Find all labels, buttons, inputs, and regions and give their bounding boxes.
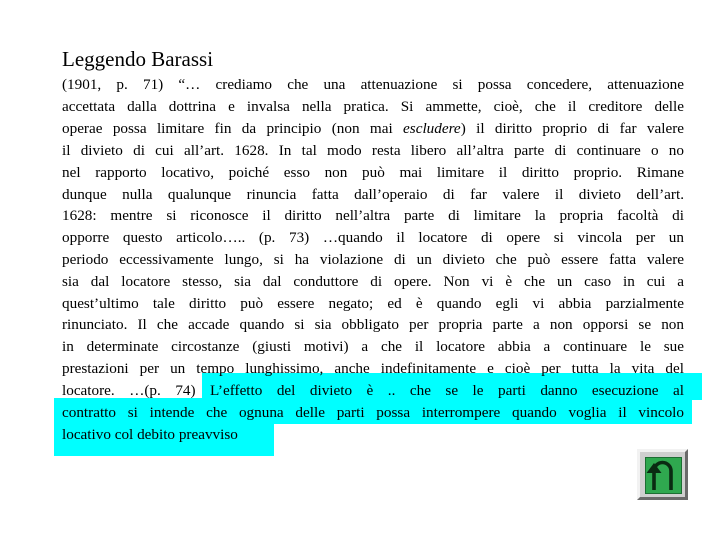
- text-line-5: nel rapporto locativo, poiché esso non può mai limitare il diritto proprio. Rimane: [62, 164, 684, 181]
- highlighted-text-start: L’effetto del divieto è .. che se le parti danno esecuzione al: [195, 382, 684, 399]
- italic-term: escludere: [403, 120, 461, 137]
- back-navigation-button[interactable]: [637, 449, 688, 500]
- text-line-8: opporre questo articolo….. (p. 73) …quando il locatore di opere si vincola per un: [62, 229, 684, 246]
- text-line-7: 1628: mentre si riconosce il diritto nell’altra parte di limitare la propria facoltà di: [62, 207, 684, 224]
- text-line-14: prestazioni per un tempo lunghissimo, anche indefinitamente e cioè per tutta la vita del: [62, 360, 684, 377]
- text-line-16: contratto si intende che ognuna delle parti possa interrompere quando voglia il vincolo: [62, 404, 684, 421]
- text-line-11: quest’ultimo tale diritto può essere negato; ed è quando egli vi abbia parzialmente: [62, 295, 684, 312]
- u-turn-back-arrow-icon: [640, 452, 685, 497]
- text-line-2: accettata dalla dottrina e invalsa nella pratica. Si ammette, cioè, che il creditore delle: [62, 98, 684, 115]
- text-line-1: (1901, p. 71) “… crediamo che una attenuazione si possa concedere, attenuazione: [62, 76, 684, 93]
- text-line-3-part-a: operae possa limitare fin da principio (non mai: [62, 120, 404, 137]
- text-line-13: in determinate circostanze (giusti motivi) a che il locatore abbia a continuare le sue: [62, 338, 684, 355]
- text-line-12: rinunciato. Il che accade quando si sia obbligato per propria parte a non opporsi se non: [62, 316, 684, 333]
- text-line-6: dunque nulla qualunque rinuncia fatta dall’operaio di far valere il divieto dell’art.: [62, 186, 684, 203]
- text-line-15-part-a: locatore. …(p. 74): [62, 382, 196, 399]
- text-line-10: sia dal locatore stesso, sia dal conduttore di opere. Non vi è che un caso in cui a: [62, 273, 684, 290]
- text-line-4: il divieto di cui all’art. 1628. In tal modo resta libero all’altra parte di continuare o no: [62, 142, 684, 159]
- text-line-15: [62, 380, 684, 402]
- text-line-3-part-b: ) il diritto proprio di far valere: [460, 120, 684, 137]
- text-line-17: locativo col debito preavviso: [62, 426, 238, 443]
- text-line-9: periodo eccessivamente lungo, si ha violazione di un divieto che può essere fatta valere: [62, 251, 684, 268]
- text-line-3: [62, 118, 684, 140]
- slide-title: Leggendo Barassi: [62, 47, 214, 71]
